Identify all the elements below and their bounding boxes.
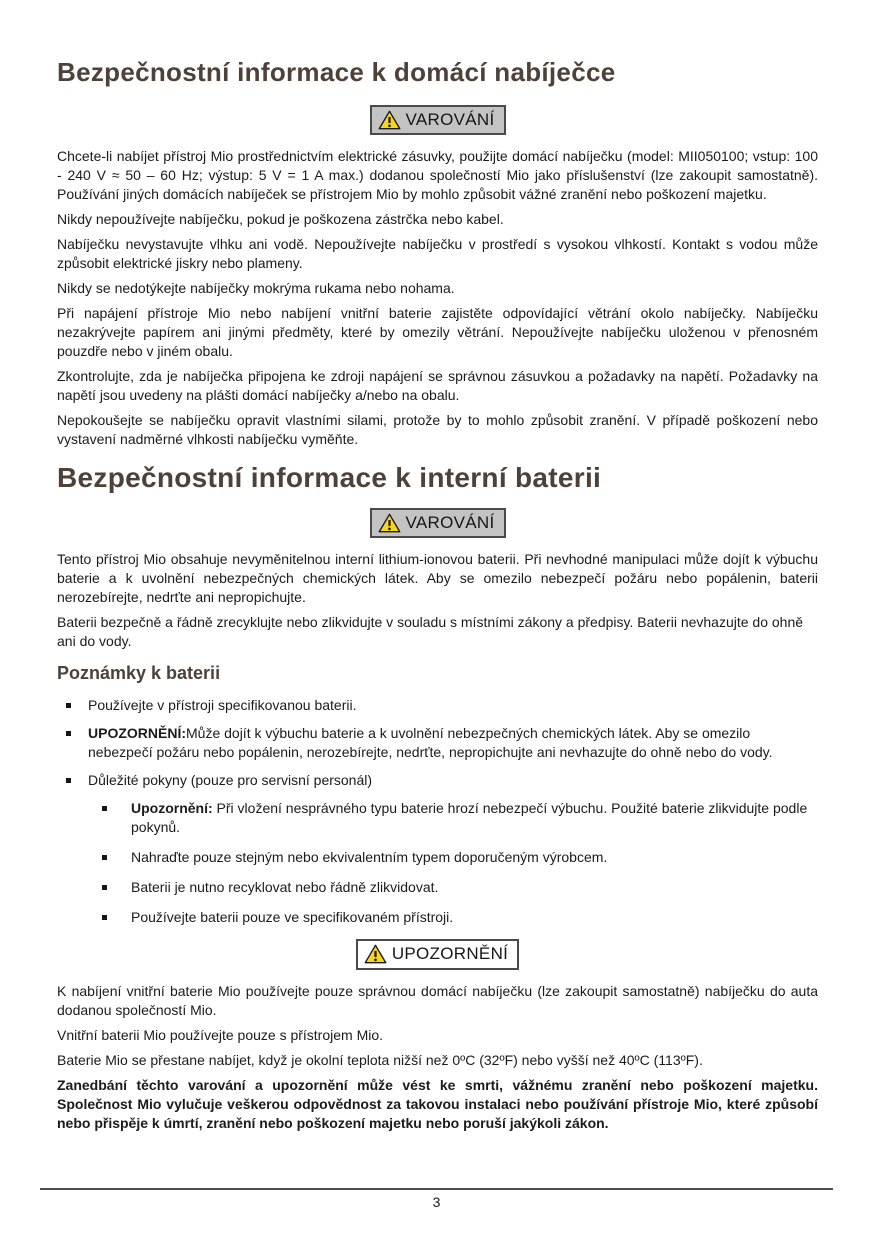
bullet-square-icon [102,885,107,890]
bullet-square-icon [102,855,107,860]
paragraph: Baterie Mio se přestane nabíjet, když je okolní teplota nižší než 0ºC (32ºF) nebo vyšší než 40ºC (113ºF). [57,1051,703,1068]
list-item [57,724,818,762]
list-item-text: Používejte baterii pouze ve specifikovaném přístroji. [131,909,454,926]
warning-box-label: VAROVÁNÍ [405,512,495,532]
list-item-text [88,724,818,762]
warning-box-charger [370,105,506,135]
paragraph: Nabíječku nevystavujte vlhku ani vodě. Nepoužívejte nabíječku v prostředí s vysokou vlhkostí. Kontakt s vodou může způsobit elektrické jiskry nebo plameny. [57,235,818,271]
warning-box-battery [370,508,506,538]
list-item-text: Baterii je nutno recyklovat nebo řádně zlikvidovat. [131,879,439,896]
paragraph: Nikdy nepoužívejte nabíječku, pokud je poškozena zástrčka nebo kabel. [57,210,504,227]
paragraph: K nabíjení vnitřní baterie Mio používejte pouze správnou domácí nabíječku (lze zakoupit samostatně) nabíječku do auta dodanou společností Mio. [57,982,818,1018]
paragraph: Při napájení přístroje Mio nebo nabíjení vnitřní baterie zajistěte odpovídající větrání okolo nabíječky. Nabíječku nezakrývejte papírem ani jinými předměty, které by omezily větrání. Nepoužívejte nabíječku uloženou v přenosném pouzdře nebo v jiném obalu. [57,304,818,359]
paragraph: Baterii bezpečně a řádně zrecyklujte nebo zlikvidujte v souladu s místními zákony a předpisy. Baterii nevhazujte do ohně ani do vody. [57,614,804,650]
paragraph: Zkontrolujte, zda je nabíječka připojena ke zdroji napájení se správnou zásuvkou a požadavky na napětí. Požadavky na napětí jsou uvedeny na plášti domácí nabíječky a/nebo na obalu. [57,367,818,403]
nested-list-item [93,878,818,897]
paragraph: Chcete-li nabíjet přístroj Mio prostřednictvím elektrické zásuvky, použijte domácí nabíječku (model: MII050100; vstup: 100 - 240 V ≈ 50 – 60 Hz; výstup: 5 V = 1 A max.) dodanou společností Mio jako příslušenství (lze zakoupit samostatně). Používání jiných domácích nabíječek se přístrojem Mio by mohlo způsobit vážné zranění nebo poškození majetku. [57,147,818,202]
caution-box [356,939,519,969]
caution-box-row [57,939,818,969]
warning-triangle-icon [378,513,401,533]
nested-list-item [93,799,818,837]
battery-notes-title: Poznámky k baterii [57,663,221,684]
warning-box-row-1 [57,105,818,135]
list-item-bold-prefix: Upozornění: [131,800,213,817]
paragraph: Tento přístroj Mio obsahuje nevyměnitelnou interní lithium-ionovou baterii. Při nevhodné manipulaci může dojít k výbuchu baterie a k uvolnění nebezpečných chemických látek. Aby se omezilo nebezpečí požáru nebo popálenin, baterii nerozebírejte, nedrťte ani nepropichujte. [57,551,818,606]
list-item-text: Důležité pokyny (pouze pro servisní personál) [88,772,373,789]
list-item-text [131,799,818,837]
warning-box-label: VAROVÁNÍ [405,109,495,129]
paragraph: Vnitřní baterii Mio používejte pouze s přístrojem Mio. [57,1026,384,1043]
paragraph: Nepokoušejte se nabíječku opravit vlastními silami, protože by to mohlo způsobit zranění. V případě poškození nebo vystavení nadměrné vlhkosti nabíječku vyměňte. [57,411,818,447]
footer-divider [40,1188,833,1190]
bullet-square-icon [66,731,71,736]
list-item [57,696,818,715]
final-warning-paragraph: Zanedbání těchto varování a upozornění může vést ke smrti, vážnému zranění nebo poškození majetku. Společnost Mio vylučuje veškerou odpovědnost za takovou instalaci nebo používání přístroje Mio, které způsobí nebo přispěje k úmrtí, zranění nebo poškození majetku nebo poruší jakýkoli zákon. [57,1076,818,1131]
bullet-square-icon [66,703,71,708]
list-item-body: Při vložení nesprávného typu baterie hrozí nebezpečí výbuchu. Použité baterie zlikvidujte podle pokynů. [131,800,808,836]
list-item-text: Používejte v přístroji specifikovanou baterii. [88,697,357,714]
caution-box-label: UPOZORNĚNÍ [391,944,509,964]
paragraph: Nikdy se nedotýkejte nabíječky mokrýma rukama nebo nohama. [57,279,455,296]
nested-list-item [93,908,818,927]
list-item-body: Může dojít k výbuchu baterie a k uvolnění nebezpečných chemických látek. Aby se omezilo nebezpečí požáru nebo popálenin, nerozebírejte, nedrťte, nepropichujte ani nevhazujte do ohně nebo do vody. [88,725,773,761]
section1-title: Bezpečnostní informace k domácí nabíječce [57,57,616,87]
list-item-bold-prefix: UPOZORNĚNÍ: [88,725,186,742]
list-item-text: Nahraďte pouze stejným nebo ekvivalentním typem doporučeným výrobcem. [131,849,608,866]
warning-triangle-icon [378,110,401,130]
nested-list-item [93,848,818,867]
bullet-square-icon [66,778,71,783]
bullet-square-icon [102,806,107,811]
bullet-square-icon [102,915,107,920]
section2-title: Bezpečnostní informace k interní baterii [57,461,602,493]
warning-box-row-2 [57,508,818,538]
warning-triangle-icon [364,944,387,964]
page-number: 3 [432,1194,441,1210]
list-item [57,771,818,790]
